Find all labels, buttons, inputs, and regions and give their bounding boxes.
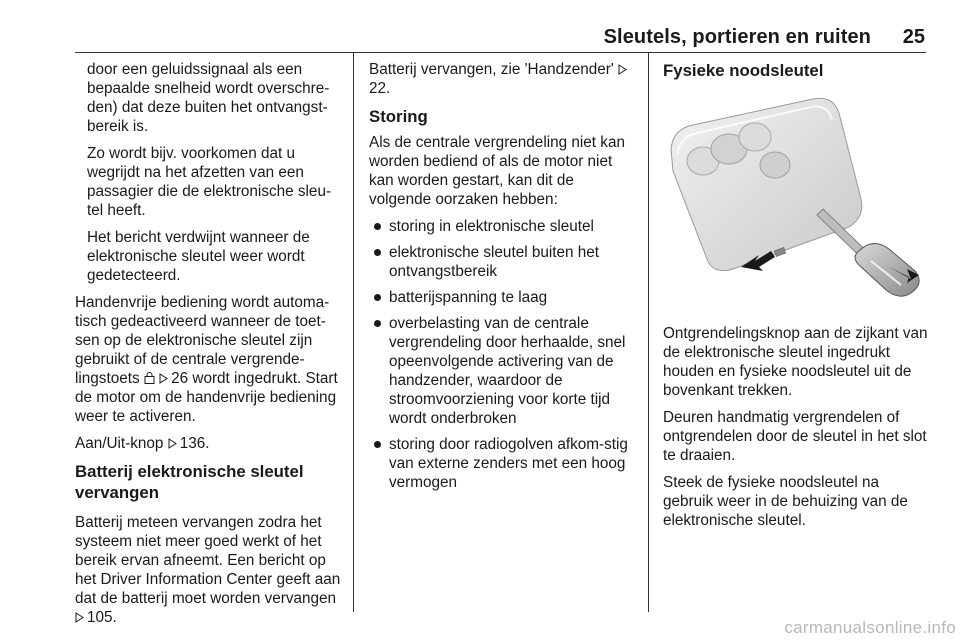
list-item: storing door radiogolven afkom-stig van externe zenders met een hoog vermogen	[369, 435, 634, 492]
paragraph	[75, 434, 345, 453]
watermark-logo: carmanualsonline.info	[784, 618, 956, 637]
list-item: batterijspanning te laag	[369, 288, 634, 307]
paragraph: Ontgrendelingsknop aan de zijkant van de elektronische sleutel ingedrukt houden en fysieke noodsleutel uit de bovenkant trekken.	[663, 325, 928, 399]
triangle-ref-icon	[168, 438, 177, 449]
section-title: Sleutels, portieren en ruiten	[603, 26, 871, 48]
page-number: 25	[902, 26, 925, 48]
column-divider-2	[648, 52, 649, 612]
indented-block	[75, 60, 345, 285]
paragraph: Het bericht verdwijnt wanneer de elektronische sleutel weer wordt gedetecteerd.	[87, 229, 310, 284]
triangle-ref-icon	[159, 373, 168, 384]
column-1	[75, 60, 345, 635]
text-run: Batterij vervangen, zie 'Handzender'	[369, 61, 619, 78]
key-card-illustration	[663, 89, 925, 304]
text-run: Aan/Uit-knop	[75, 435, 168, 452]
paragraph	[75, 513, 345, 627]
text-run: Batterij meteen vervangen zodra het systeem niet meer goed werkt of het bereik ervan afneemt. Een bericht op het Driver Information Center geeft aan dat de batterij moet worden vervangen	[75, 514, 341, 607]
paragraph: door een geluidssignaal als een bepaalde snelheid wordt overschre-den) dat deze buiten het ontvangst-bereik is.	[87, 61, 330, 135]
section-heading: Fysieke noodsleutel	[663, 61, 824, 80]
text-run: wordt ingedrukt. Start de motor om de handenvrije bediening weer te activeren.	[75, 370, 338, 425]
list-item: storing in elektronische sleutel	[369, 217, 634, 236]
paragraph: Als de centrale vergrendeling niet kan worden bediend of als de motor niet kan worden gestart, kan dit de volgende oorzaken hebben:	[369, 134, 625, 208]
column-divider-1	[353, 52, 354, 612]
paragraph: Deuren handmatig vergrendelen of ontgrendelen door de sleutel in het slot te draaien.	[663, 409, 927, 464]
text-run: Handenvrije bediening wordt automa-tisch gedeactiveerd wanneer de toet-sen op de elektronische sleutel zijn gebruikt of de centrale vergrende-lingstoets	[75, 294, 330, 387]
section-heading: Batterij elektronische sleutel vervangen	[75, 462, 304, 502]
page-reference-link[interactable]: 136.	[179, 435, 210, 452]
list-item: overbelasting van de centrale vergrendeling door herhaalde, snel opeenvolgende activering van de handzender, waardoor de stroomvoorziening voor korte tijd wordt onderbroken	[369, 314, 634, 428]
section-heading: Storing	[369, 107, 428, 126]
paragraph	[75, 293, 345, 426]
cause-list	[369, 217, 634, 492]
paragraph: Steek de fysieke noodsleutel na gebruik weer in de behuizing van de elektronische sleutel.	[663, 474, 908, 529]
triangle-ref-icon	[75, 612, 84, 623]
central-lock-icon	[144, 372, 155, 384]
page-reference-link[interactable]: 22.	[369, 80, 391, 97]
column-3	[663, 60, 930, 538]
paragraph: Zo wordt bijv. voorkomen dat u wegrijdt na het afzetten van een passagier die de elektronische sleu-tel heeft.	[87, 145, 332, 219]
page-header	[75, 22, 926, 53]
page-reference-link[interactable]: 26	[171, 370, 189, 387]
paragraph	[369, 60, 634, 98]
page-reference-link[interactable]: 105.	[87, 609, 117, 626]
column-2	[369, 60, 634, 499]
list-item: elektronische sleutel buiten het ontvangstbereik	[369, 243, 634, 281]
triangle-ref-icon	[618, 64, 627, 75]
